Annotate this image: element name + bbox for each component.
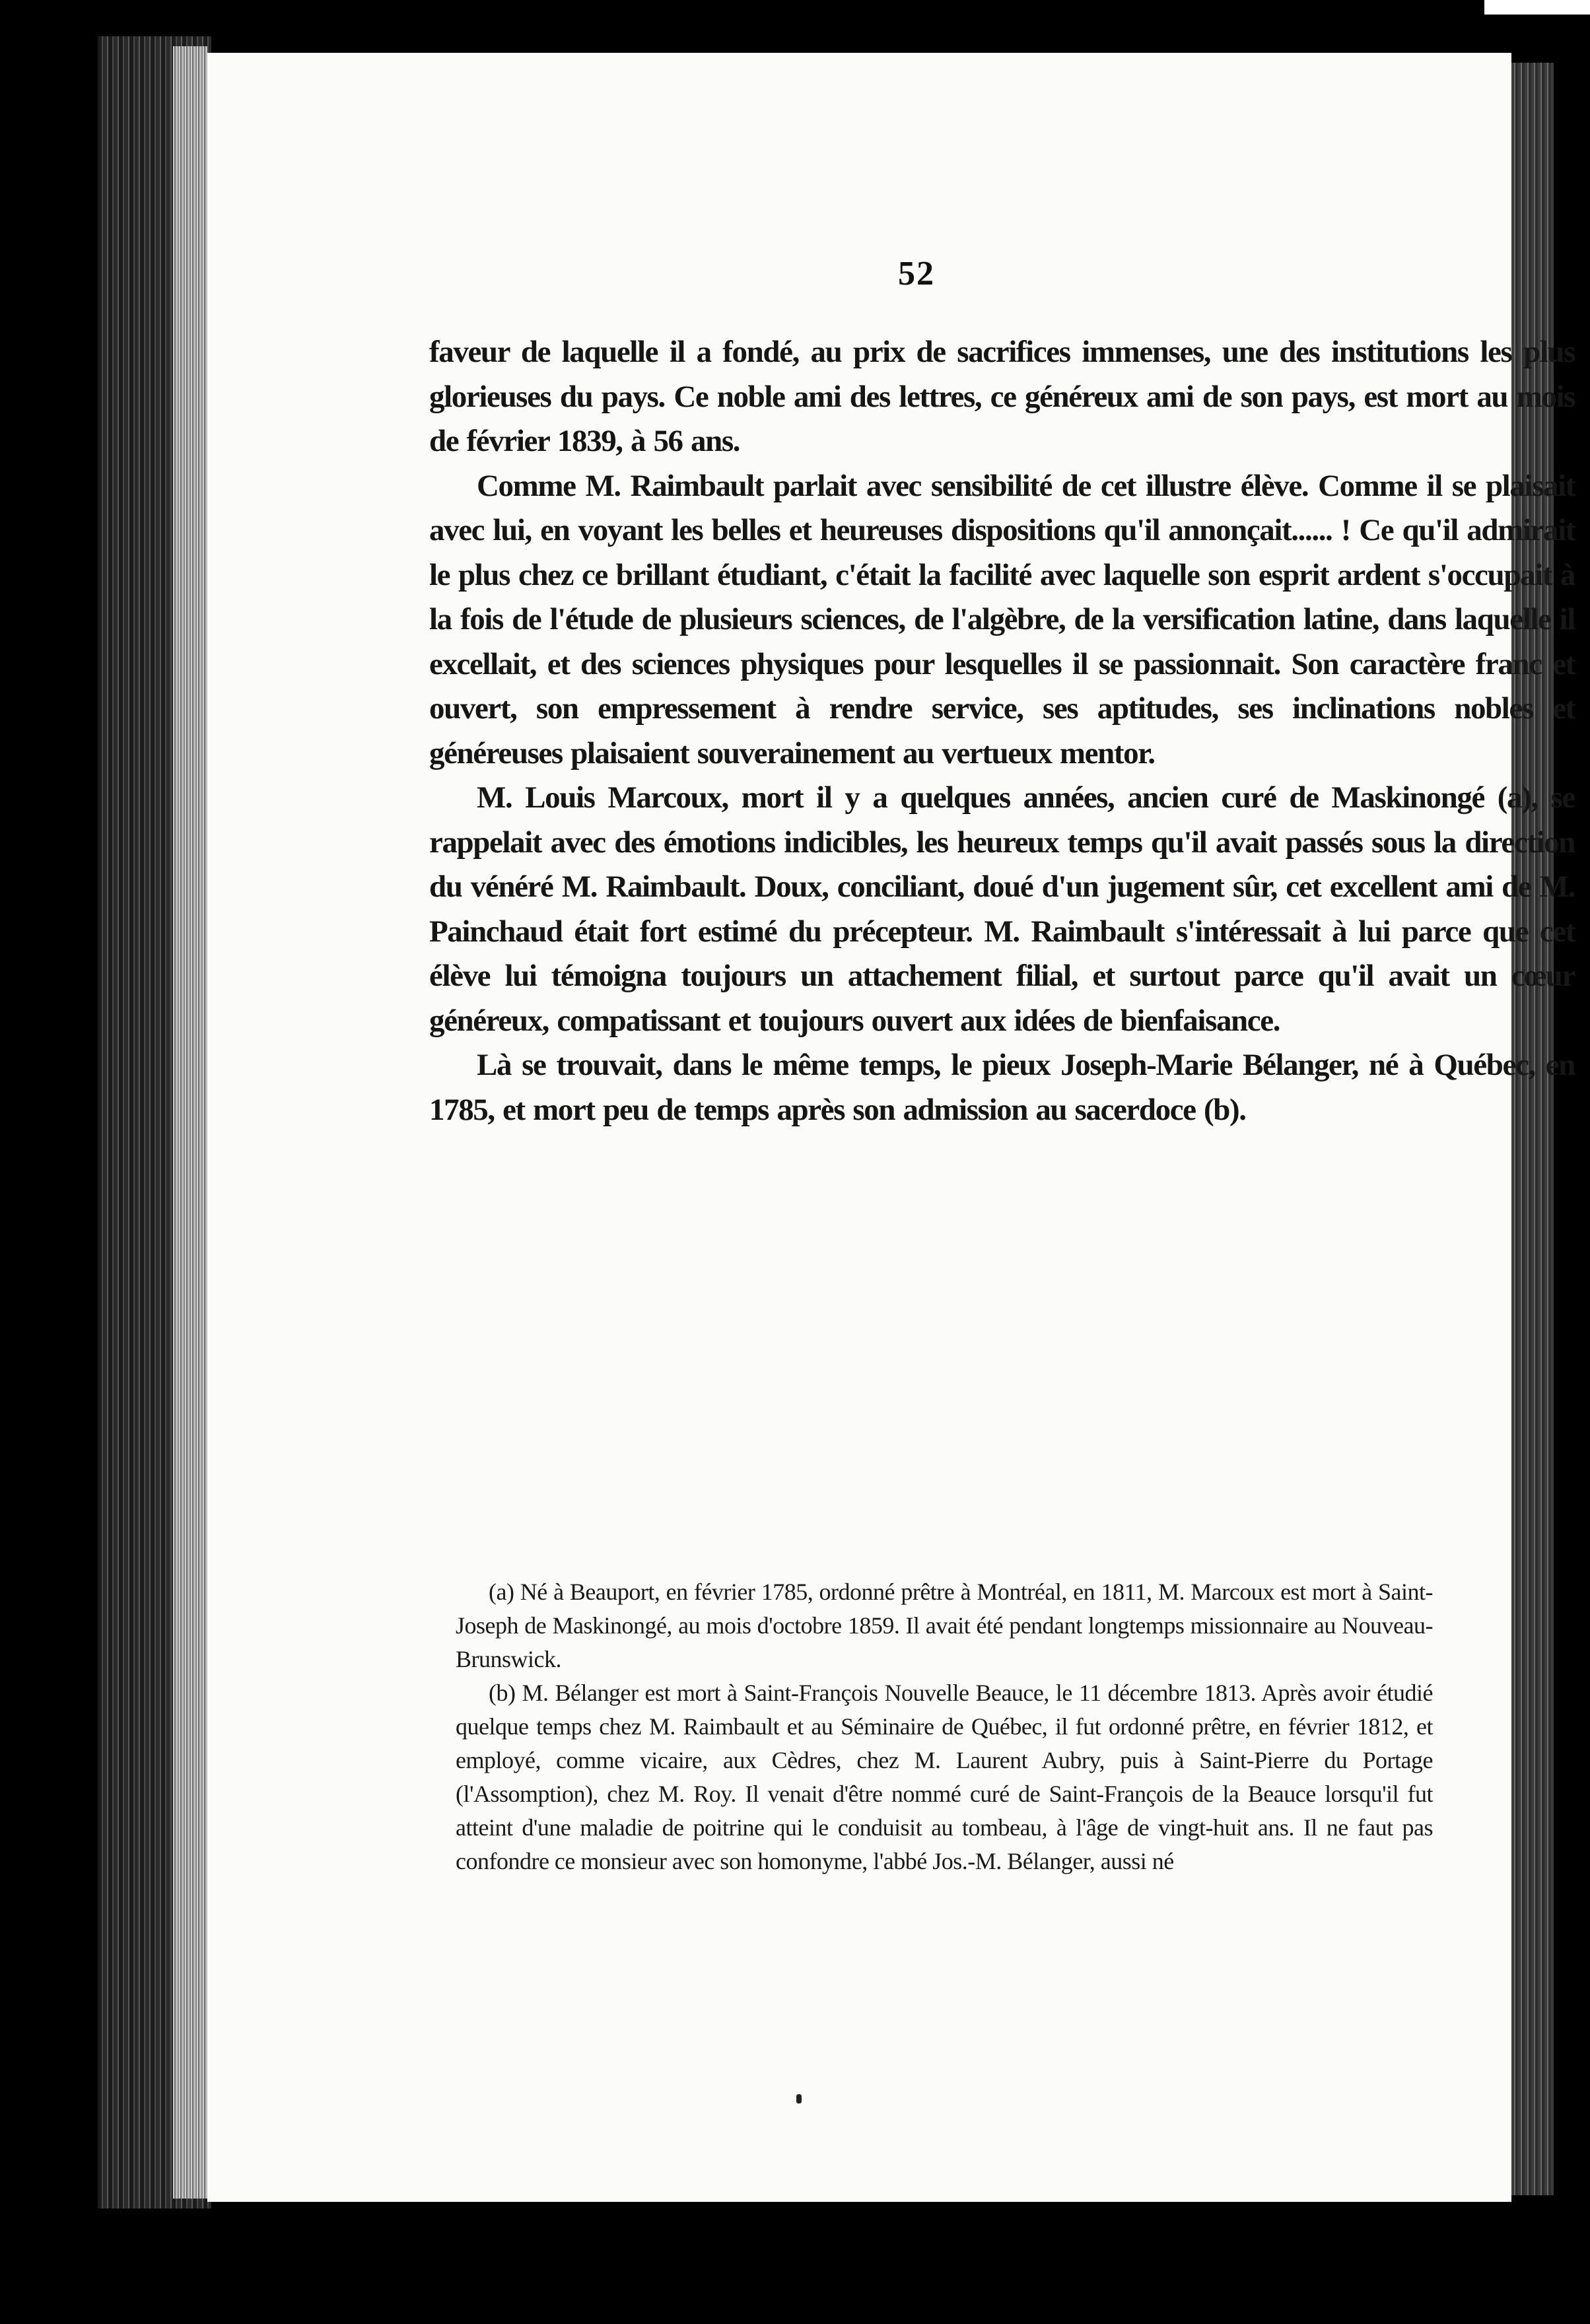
footnote: (b) M. Bélanger est mort à Saint-François Nouvelle Beauce, le 11 décembre 1813. Après avoir étudié quelque temps chez M. Raimbault et au Séminaire de Québec, il fut ordonné prêtre, en février 1812, et employé, comme vicaire, aux Cèdres, chez M. Laurent Aubry, puis à Saint-Pierre du Portage (l'Assomption), chez M. Roy. Il venait d'être nommé curé de Saint-François de la Beauce lorsqu'il fut atteint d'une maladie de poitrine qui le conduisit au tombeau, à l'âge de vingt-huit ans. Il ne faut pas confondre ce monsieur avec son homonyme, l'abbé Jos.-M. Bélanger, aussi né — [456, 1680, 1433, 1874]
main-text — [429, 330, 1575, 1132]
paragraph: Comme M. Raimbault parlait avec sensibilité de cet illustre élève. Comme il se plaisait avec lui, en voyant les belles et heureuses dispositions qu'il annonçait...... ! Ce qu'il admirait le plus chez ce brillant étudiant, c'était la facilité avec laquelle son esprit ardent s'occupait à la fois de l'étude de plusieurs sciences, de l'algèbre, de la versification latine, dans laquelle il excellait, et des sciences physiques pour lesquelles il se passionnait. Son caractère franc et ouvert, son empressement à rendre service, ses aptitudes, ses inclinations nobles et généreuses plaisaient souverainement au vertueux mentor. — [429, 468, 1575, 770]
paragraph: Là se trouvait, dans le même temps, le pieux Joseph-Marie Bélanger, né à Québec, en 1785, et mort peu de temps après son admission au sacerdoce (b). — [429, 1048, 1575, 1127]
scan-corner — [1484, 0, 1590, 15]
paragraph: faveur de laquelle il a fondé, au prix de sacrifices immenses, une des institutions les plus glorieuses du pays. Ce noble ami des lettres, ce généreux ami de son pays, est mort au mois de février 1839, à 56 ans. — [429, 335, 1575, 458]
ink-mark — [796, 2094, 802, 2103]
footnotes — [456, 1575, 1433, 1878]
footnote: (a) Né à Beauport, en février 1785, ordonné prêtre à Montréal, en 1811, M. Marcoux est mort à Saint-Joseph de Maskinongé, au mois d'octobre 1859. Il avait été pendant longtemps missionnaire au Nouveau-Brunswick. — [456, 1579, 1433, 1672]
paragraph: M. Louis Marcoux, mort il y a quelques années, ancien curé de Maskinongé (a), se rappelait avec des émotions indicibles, les heureux temps qu'il avait passés sous la direction du vénéré M. Raimbault. Doux, conciliant, doué d'un jugement sûr, cet excellent ami de M. Painchaud était fort estimé du précepteur. M. Raimbault s'intéressait à lui parce que cet élève lui témoigna toujours un attachement filial, et surtout parce qu'il avait un cœur généreux, compatissant et toujours ouvert aux idées de bienfaisance. — [429, 780, 1575, 1038]
page-stack-left — [173, 46, 207, 2199]
page-number: 52 — [898, 255, 935, 292]
